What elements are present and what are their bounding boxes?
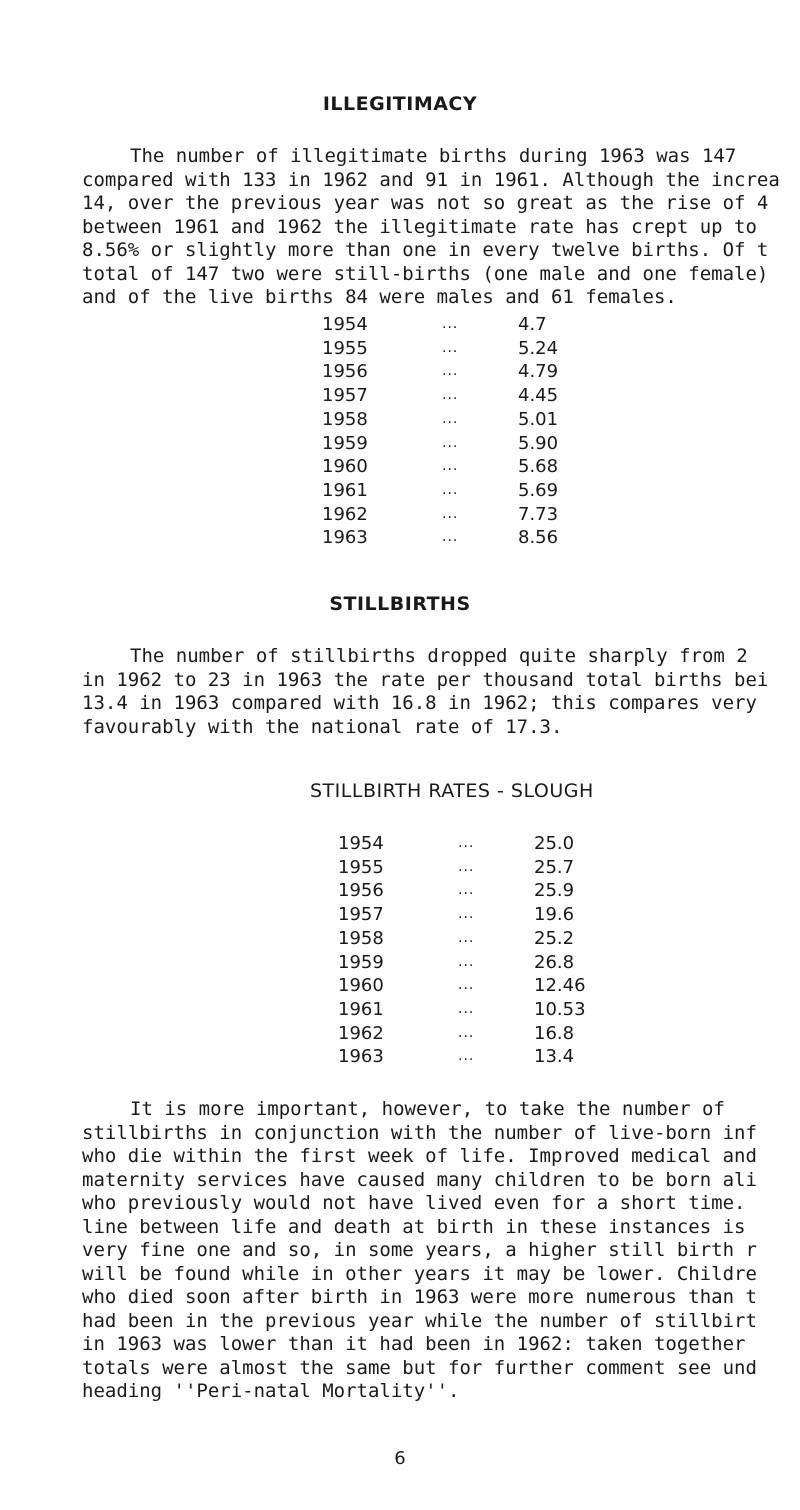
page-number: 6	[394, 1448, 406, 1469]
paragraph-line: and of the live births 84 were males and 61 females.	[82, 286, 677, 308]
rate-cell: 4.79	[518, 361, 559, 383]
illegitimacy-heading: ILLEGITIMACY	[322, 93, 478, 115]
paragraph-line: in 1962 to 23 in 1963 the rate per thousand total births bei	[82, 668, 769, 691]
paragraph-line: The number of illegitimate births during 1963 was 147	[130, 145, 737, 167]
year-cell: 1957	[338, 904, 384, 926]
leader-dots: ...	[442, 481, 459, 498]
leader-dots: ...	[442, 339, 459, 356]
leader-dots: ...	[442, 434, 459, 451]
year-cell: 1959	[338, 951, 384, 973]
rate-cell: 7.73	[518, 503, 559, 525]
year-cell: 1958	[322, 408, 368, 430]
paragraph-line: compared with 133 in 1962 and 91 in 1961. Although the increa	[82, 168, 780, 191]
year-cell: 1960	[322, 456, 368, 478]
stillbirth-rate-table	[338, 832, 586, 1069]
illegitimacy-paragraph	[82, 145, 800, 310]
leader-dots: ...	[458, 906, 475, 923]
rate-cell: 13.4	[534, 1046, 575, 1068]
table-row	[338, 1022, 586, 1046]
year-cell: 1961	[338, 998, 384, 1020]
table-row	[338, 974, 586, 998]
table-row	[338, 927, 586, 951]
leader-dots: ...	[442, 316, 459, 332]
year-cell: 1961	[322, 479, 368, 501]
paragraph-line: who die within the first week of life. Improved medical and	[82, 1145, 757, 1167]
rate-cell: 4.7	[518, 314, 547, 335]
table-row	[322, 432, 558, 456]
year-cell: 1962	[338, 1022, 384, 1044]
paragraph-line: totals were almost the same but for further comment see und	[82, 1356, 757, 1379]
table-row	[338, 832, 586, 856]
rate-cell: 5.69	[518, 479, 559, 501]
leader-dots: ...	[458, 835, 475, 851]
illegitimacy-rate-table	[322, 313, 558, 550]
paragraph-line: 8.56% or slightly more than one in every twelve births. Of t	[82, 239, 769, 261]
table-row	[322, 384, 558, 408]
rate-cell: 25.9	[534, 880, 575, 902]
table-row	[322, 337, 558, 361]
paragraph-line: stillbirths in conjunction with the number of live-born inf	[82, 1121, 757, 1144]
table-row	[338, 1045, 586, 1069]
rate-cell: 10.53	[534, 998, 586, 1020]
table-row	[322, 313, 558, 337]
paragraph-line: line between life and death at birth in these instances is	[82, 1215, 746, 1238]
table-row	[338, 879, 586, 903]
leader-dots: ...	[458, 929, 475, 946]
table-row	[322, 408, 558, 432]
leader-dots: ...	[458, 1024, 475, 1041]
rate-cell: 5.01	[518, 408, 559, 430]
year-cell: 1959	[322, 432, 368, 454]
table-row	[322, 360, 558, 384]
year-cell: 1955	[338, 856, 384, 878]
year-cell: 1956	[322, 361, 368, 383]
table-row	[322, 479, 558, 503]
year-cell: 1956	[338, 880, 384, 902]
leader-dots: ...	[442, 363, 459, 380]
paragraph-line: had been in the previous year while the number of stillbirt	[82, 1309, 757, 1332]
leader-dots: ...	[458, 953, 475, 970]
table-row	[338, 856, 586, 880]
paragraph-line: between 1961 and 1962 the illegitimate rate has crept up to	[82, 215, 757, 238]
paragraph-line: total of 147 two were still-births (one male and one female)	[82, 262, 769, 285]
rate-cell: 5.68	[518, 456, 559, 478]
paragraph-line: It is more important, however, to take the number of	[130, 1098, 725, 1120]
rate-cell: 5.24	[518, 337, 559, 359]
leader-dots: ...	[458, 977, 475, 994]
table-row	[322, 455, 558, 479]
paragraph-line: heading ''Peri-natal Mortality''.	[82, 1380, 460, 1402]
leader-dots: ...	[442, 387, 459, 404]
rate-cell: 4.45	[518, 385, 559, 407]
year-cell: 1958	[338, 927, 384, 949]
paragraph-line: maternity services have caused many children to be born ali	[82, 1168, 757, 1191]
table-row	[322, 526, 558, 550]
leader-dots: ...	[458, 1000, 475, 1017]
year-cell: 1963	[322, 527, 368, 549]
rate-cell: 5.90	[518, 432, 559, 454]
leader-dots: ...	[442, 505, 459, 522]
rate-cell: 8.56	[518, 527, 559, 549]
leader-dots: ...	[458, 1048, 475, 1065]
paragraph-line: 14, over the previous year was not so great as the rise of 4	[82, 192, 769, 214]
rate-cell: 12.46	[534, 975, 586, 997]
rate-cell: 25.0	[534, 833, 575, 854]
table-row	[338, 951, 586, 975]
stillbirths-heading: STILLBIRTHS	[329, 593, 471, 615]
paragraph-line: who died soon after birth in 1963 were more numerous than t	[82, 1286, 757, 1308]
rate-cell: 26.8	[534, 951, 575, 973]
leader-dots: ...	[442, 458, 459, 475]
paragraph-line: in 1963 was lower than it had been in 1962: taken together	[82, 1333, 746, 1355]
paragraph-line: will be found while in other years it may be lower. Childre	[82, 1262, 757, 1285]
leader-dots: ...	[442, 529, 459, 546]
rate-cell: 19.6	[534, 904, 575, 926]
year-cell: 1954	[338, 833, 384, 854]
year-cell: 1955	[322, 337, 368, 359]
paragraph-line: 13.4 in 1963 compared with 16.8 in 1962; this compares very	[82, 692, 757, 714]
rate-cell: 16.8	[534, 1022, 575, 1044]
table-row	[338, 903, 586, 927]
year-cell: 1957	[322, 385, 368, 407]
leader-dots: ...	[458, 858, 475, 875]
rate-cell: 25.2	[534, 927, 575, 949]
year-cell: 1960	[338, 975, 384, 997]
rate-cell: 25.7	[534, 856, 575, 878]
leader-dots: ...	[442, 410, 459, 427]
paragraph-line: The number of stillbirths dropped quite sharply from 2	[130, 645, 748, 667]
year-cell: 1954	[322, 314, 368, 335]
paragraph-line: very fine one and so, in some years, a higher still birth r	[82, 1239, 757, 1261]
year-cell: 1963	[338, 1046, 384, 1068]
paragraph-line: favourably with the national rate of 17.3.	[82, 715, 563, 738]
table-row	[322, 503, 558, 527]
stillbirth-rates-table-title: STILLBIRTH RATES - SLOUGH	[310, 780, 594, 802]
leader-dots: ...	[458, 882, 475, 899]
table-row	[338, 998, 586, 1022]
stillbirths-closing-paragraph	[82, 1098, 800, 1404]
stillbirths-paragraph	[82, 645, 800, 739]
year-cell: 1962	[322, 503, 368, 525]
paragraph-line: who previously would not have lived even for a short time.	[82, 1192, 746, 1214]
